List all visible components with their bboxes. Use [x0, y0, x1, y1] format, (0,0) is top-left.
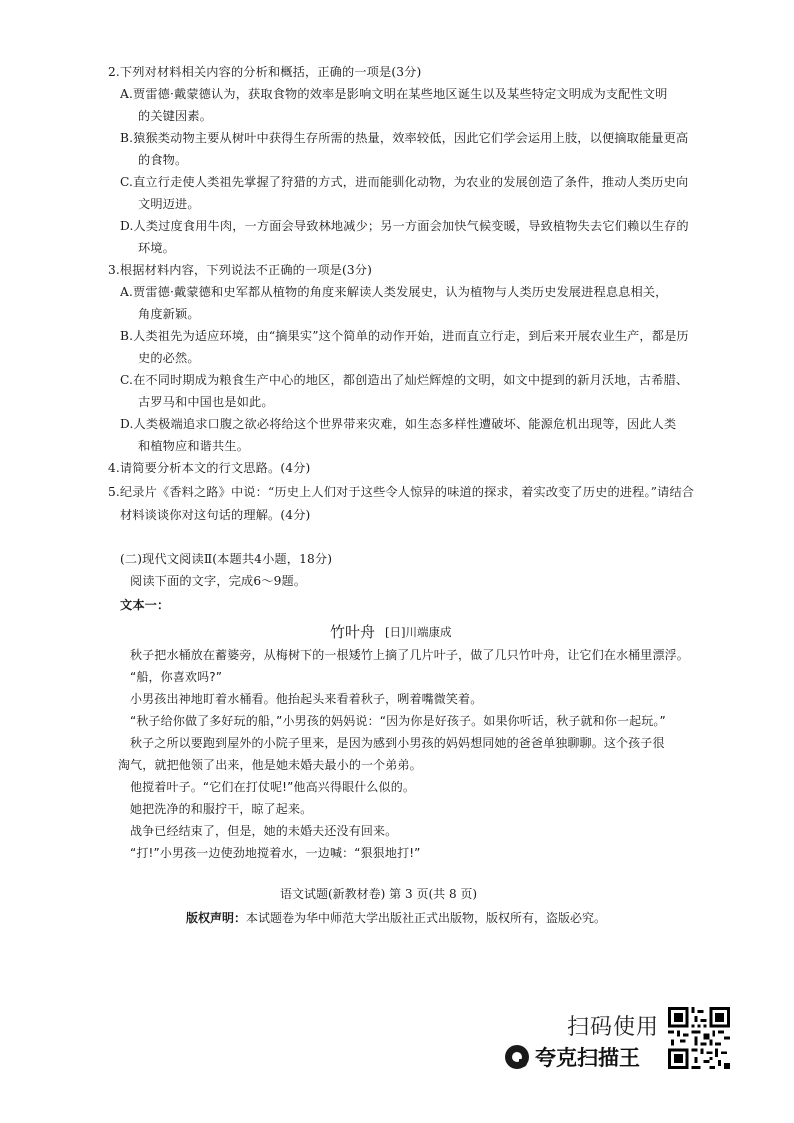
- page-footer: 语文试题(新教材卷) 第 3 页(共 8 页): [280, 887, 478, 901]
- q2-option-a-cont: 的关键因素。: [138, 109, 213, 123]
- story-title: 竹叶舟: [330, 623, 376, 641]
- q3-stem: 3.根据材料内容，下列说法不正确的一项是(3分): [108, 263, 373, 277]
- story-paragraph: “打!”小男孩一边使劲地搅着水，一边喊：“狠狠地打!”: [130, 846, 421, 860]
- q3-option-a-cont: 角度新颖。: [138, 307, 200, 321]
- brand-watermark: [505, 1044, 640, 1070]
- text-label: 文本一：: [120, 598, 170, 612]
- qr-code-icon[interactable]: [668, 1007, 730, 1069]
- q3-option-d-cont: 和植物应和谐共生。: [138, 439, 250, 453]
- q3-option-c-cont: 古罗马和中国也是如此。: [138, 395, 274, 409]
- brand-name: 夸克扫描王: [535, 1046, 640, 1070]
- scan-label: 扫码使用: [567, 1015, 660, 1040]
- story-author: [日]川端康成: [385, 625, 452, 639]
- copyright-notice: [186, 909, 606, 926]
- story-paragraph: 小男孩出神地盯着水桶看。他抬起头来看着秋子，咧着嘴微笑着。: [130, 692, 483, 706]
- q3-option-d: D.人类极端追求口腹之欲必将给这个世界带来灾难，如生态多样性遭破坏、能源危机出现等，因此人类: [120, 417, 677, 431]
- story-paragraph: 她把洗净的和服拧干，晾了起来。: [130, 802, 313, 816]
- story-paragraph: 秋子把水桶放在蓄婆旁，从梅树下的一根矮竹上摘了几片叶子，做了几只竹叶舟，让它们在水桶里漂浮。: [130, 648, 689, 662]
- story-paragraph: 他搅着叶子。“它们在打仗呢!”他高兴得眼什么似的。: [130, 780, 415, 794]
- q2-stem: 2.下列对材料相关内容的分析和概括，正确的一项是(3分): [108, 65, 422, 79]
- quark-logo-icon: [505, 1045, 529, 1069]
- q2-option-b: B.猿猴类动物主要从树叶中获得生存所需的热量，效率较低，因此它们学会运用上肢，以便摘取能量更高: [120, 131, 689, 145]
- q3-option-c: C.在不同时期成为粮食生产中心的地区，都创造出了灿烂辉煌的文明，如文中提到的新月沃地，古希腊、: [120, 373, 689, 387]
- q2-option-b-cont: 的食物。: [138, 153, 188, 167]
- story-paragraph: “船，你喜欢吗?”: [130, 670, 223, 684]
- q2-option-a: A.贾雷德·戴蒙德认为，获取食物的效率是影响文明在某些地区诞生以及某些特定文明成为支配性文明: [120, 87, 668, 101]
- q2-option-d: D.人类过度食用牛肉，一方面会导致林地减少；另一方面会加快气候变暖，导致植物失去它们赖以生存的: [120, 219, 689, 233]
- section-instruction: 阅读下面的文字，完成6～9题。: [130, 574, 307, 588]
- section-heading: (二)现代文阅读Ⅱ(本题共4小题，18分): [120, 552, 333, 566]
- story-paragraph-cont: 淘气，就把他领了出来，他是她未婚夫最小的一个弟弟。: [118, 758, 422, 772]
- story-paragraph: 战争已经结束了，但是，她的未婚夫还没有回来。: [130, 824, 398, 838]
- q4-stem: 4.请简要分析本文的行文思路。(4分): [108, 461, 311, 475]
- q3-option-a: A.贾雷德·戴蒙德和史军都从植物的角度来解读人类发展史，认为植物与人类历史发展进程息息相关，: [120, 285, 668, 299]
- q2-option-c-cont: 文明迈进。: [138, 197, 200, 211]
- story-paragraph: “秋子给你做了多好玩的船，”小男孩的妈妈说：“因为你是好孩子。如果你听话，秋子就和你一起玩。”: [130, 714, 666, 728]
- copyright-label: 版权声明：: [186, 911, 247, 925]
- q2-option-d-cont: 环境。: [138, 241, 176, 255]
- q5-stem-cont: 材料谈谈你对这句话的理解。(4分): [120, 508, 311, 522]
- q3-option-b: B.人类祖先为适应环境，由“摘果实”这个简单的动作开始，进而直立行走，到后来开展农业生产，都是历: [120, 329, 689, 343]
- q2-option-c: C.直立行走使人类祖先掌握了狩猎的方式，进而能驯化动物，为农业的发展创造了条件，推动人类历史向: [120, 175, 689, 189]
- q5-stem: 5.纪录片《香料之路》中说：“历史上人们对于这些令人惊异的味道的探求，着实改变了历史的进程。”请结合: [108, 485, 695, 499]
- copyright-text: 本试题卷为华中师范大学出版社正式出版物，版权所有，盗版必究。: [246, 911, 607, 925]
- story-paragraph: 秋子之所以要跑到屋外的小院子里来，是因为感到小男孩的妈妈想同她的爸爸单独聊聊。这个孩子很: [130, 736, 665, 750]
- q3-option-b-cont: 史的必然。: [138, 351, 200, 365]
